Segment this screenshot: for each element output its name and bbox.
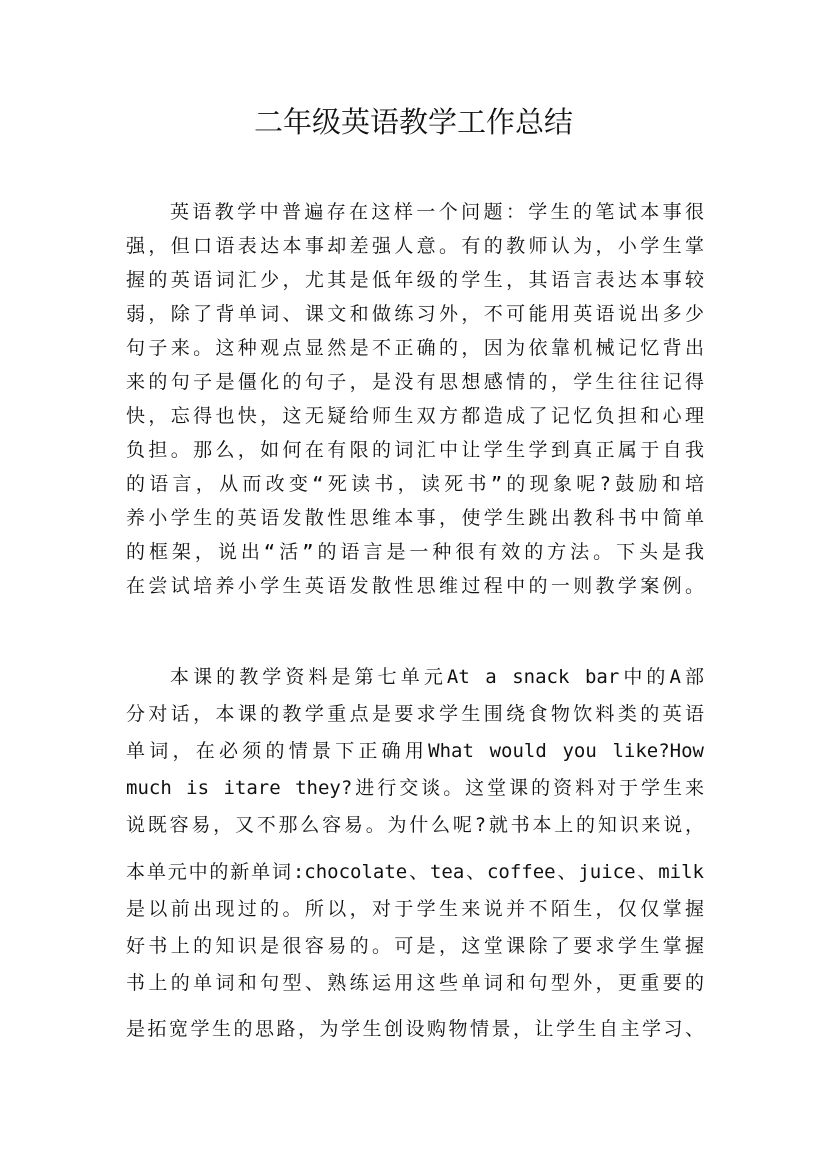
- paragraph-line: 好书上的知识是很容易的。可是，这堂课除了要求学生掌握: [126, 935, 704, 957]
- paragraph-line: 是以前出现过的。所以，对于学生来说并不陌生，仅仅掌握: [126, 898, 704, 920]
- document-title: 二年级英语教学工作总结: [253, 105, 573, 139]
- paragraph-line: 强，但口语表达本事却差强人意。有的教师认为，小学生掌: [126, 235, 704, 257]
- paragraph-line: 单词，在必须的情景下正确用What would you like?How: [126, 740, 704, 762]
- paragraph-line: 的框架，说出“活”的语言是一种很有效的方法。下头是我: [126, 541, 704, 563]
- paragraph-line: 的语言，从而改变“死读书，读死书”的现象呢?鼓励和培: [126, 473, 704, 495]
- paragraph-line: 弱，除了背单词、课文和做练习外，不可能用英语说出多少: [126, 303, 704, 325]
- paragraph-line: 养小学生的英语发散性思维本事，使学生跳出教科书中简单: [126, 507, 704, 529]
- paragraph-line: 分对话，本课的教学重点是要求学生围绕食物饮料类的英语: [126, 703, 704, 725]
- paragraph-line: 是拓宽学生的思路，为学生创设购物情景，让学生自主学习、: [126, 1018, 704, 1040]
- paragraph-line: 英语教学中普遍存在这样一个问题：学生的笔试本事很: [170, 201, 704, 223]
- paragraph-line: 句子来。这种观点显然是不正确的，因为依靠机械记忆背出: [126, 337, 704, 359]
- paragraph-line: 快，忘得也快，这无疑给师生双方都造成了记忆负担和心理: [126, 405, 704, 427]
- paragraph-line: much is itare they?进行交谈。这堂课的资料对于学生来: [126, 777, 704, 799]
- paragraph-line: 说既容易，又不那么容易。为什么呢?就书本上的知识来说，: [126, 814, 704, 836]
- paragraph-line: 本单元中的新单词:chocolate、tea、coffee、juice、milk: [126, 861, 704, 883]
- paragraph-line: 在尝试培养小学生英语发散性思维过程中的一则教学案例。: [126, 575, 704, 597]
- paragraph-line: 握的英语词汇少，尤其是低年级的学生，其语言表达本事较: [126, 269, 704, 291]
- paragraph-line: 本课的教学资料是第七单元At a snack bar中的A部: [170, 666, 704, 688]
- paragraph-line: 来的句子是僵化的句子，是没有思想感情的，学生往往记得: [126, 371, 704, 393]
- paragraph-line: 负担。那么，如何在有限的词汇中让学生学到真正属于自我: [126, 439, 704, 461]
- paragraph-line: 书上的单词和句型、熟练运用这些单词和句型外，更重要的: [126, 972, 704, 994]
